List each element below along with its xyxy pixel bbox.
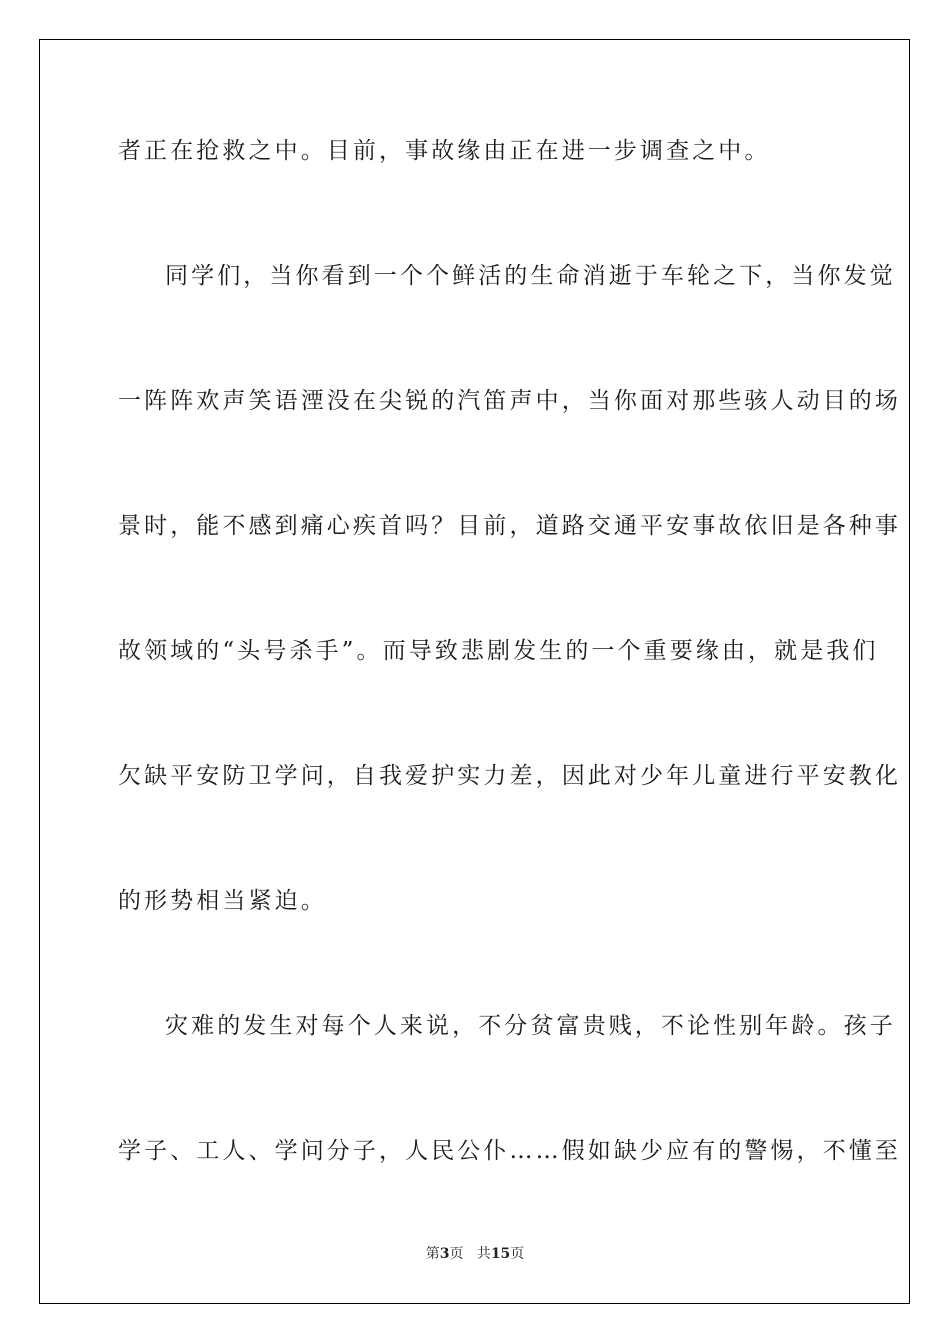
footer-prefix: 第 <box>425 1246 440 1262</box>
footer-current-page: 3 <box>439 1246 450 1262</box>
footer-middle: 页 共 <box>449 1246 491 1262</box>
text-line-6: 欠缺平安防卫学问，自我爱护实力差，因此对少年儿童进行平安教化 <box>118 763 901 789</box>
text-line-7: 的形势相当紧迫。 <box>118 888 327 914</box>
text-line-2: 同学们，当你看到一个个鲜活的生命消逝于车轮之下，当你发觉 <box>165 263 896 289</box>
footer-total-pages: 15 <box>490 1246 511 1262</box>
page-footer <box>0 1244 950 1264</box>
footer-suffix: 页 <box>510 1246 525 1262</box>
text-line-9: 学子、工人、学问分子，人民公仆……假如缺少应有的警惕，不懂至 <box>118 1138 901 1164</box>
text-line-1: 者正在抢救之中。目前，事故缘由正在进一步调查之中。 <box>118 138 771 164</box>
text-line-5: 故领域的“头号杀手”。而导致悲剧发生的一个重要缘由，就是我们 <box>118 638 879 664</box>
text-line-3: 一阵阵欢声笑语湮没在尖锐的汽笛声中，当你面对那些骇人动目的场 <box>118 388 901 414</box>
text-line-8: 灾难的发生对每个人来说，不分贫富贵贱，不论性别年龄。孩子 <box>165 1013 896 1039</box>
page-border <box>39 39 910 1304</box>
text-line-4: 景时，能不感到痛心疾首吗？目前，道路交通平安事故依旧是各种事 <box>118 513 901 539</box>
